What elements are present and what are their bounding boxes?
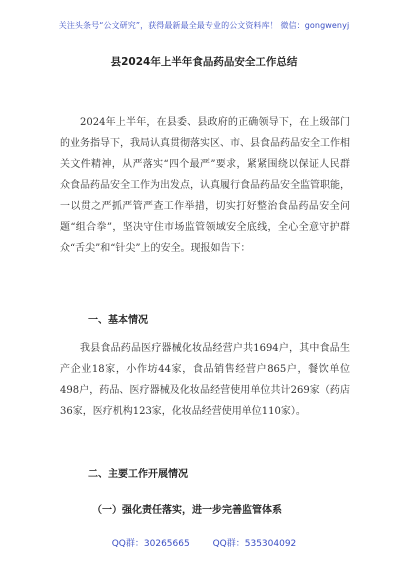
footer-qq-group-left: QQ群：30265665 (111, 539, 190, 549)
document-title: 县2024年上半年食品药品安全工作总结 (110, 56, 298, 68)
section-heading-basic-situation: 一、基本情况 (88, 315, 148, 326)
footer-qq-groups (0, 536, 408, 549)
basic-situation-paragraph: 我县食品药品医疗器械化妆品经营户共1694户，其中食品生产企业18家，小作坊44家，食品销售经营户865户，餐饮单位498户，药品、医疗器械及化妆品经营使用单位共计269家（药店36家，医疗机构123家，化妆品经营使用单位110家）。 (60, 343, 350, 417)
intro-paragraph: 2024年上半年，在县委、县政府的正确领导下，在上级部门的业务指导下，我局认真贯彻落实区、市、县食品药品安全工作相关文件精神，从严落实“四个最严”要求，紧紧围绕以保证人民群众食品药品安全工作为出发点，认真履行食品药品安全监管职能，一以贯之严抓严管严查工作举措，切实打好整治食品药品安全问题“组合拳”，坚决守住市场监管领域安全底线，全心全意守护群众“舌尖”和“针尖”上的安全。现报如告下： (60, 117, 350, 254)
footer-qq-group-right: QQ群：535304092 (212, 539, 297, 549)
subsection-heading-responsibility: （一）强化责任落实，进一步完善监管体系 (92, 505, 282, 516)
header-banner: 关注头条号“公文研究”，获得最新最全最专业的公文资料库！ 微信：gongwenyj (58, 21, 350, 30)
section-heading-main-work: 二、主要工作开展情况 (88, 469, 188, 480)
